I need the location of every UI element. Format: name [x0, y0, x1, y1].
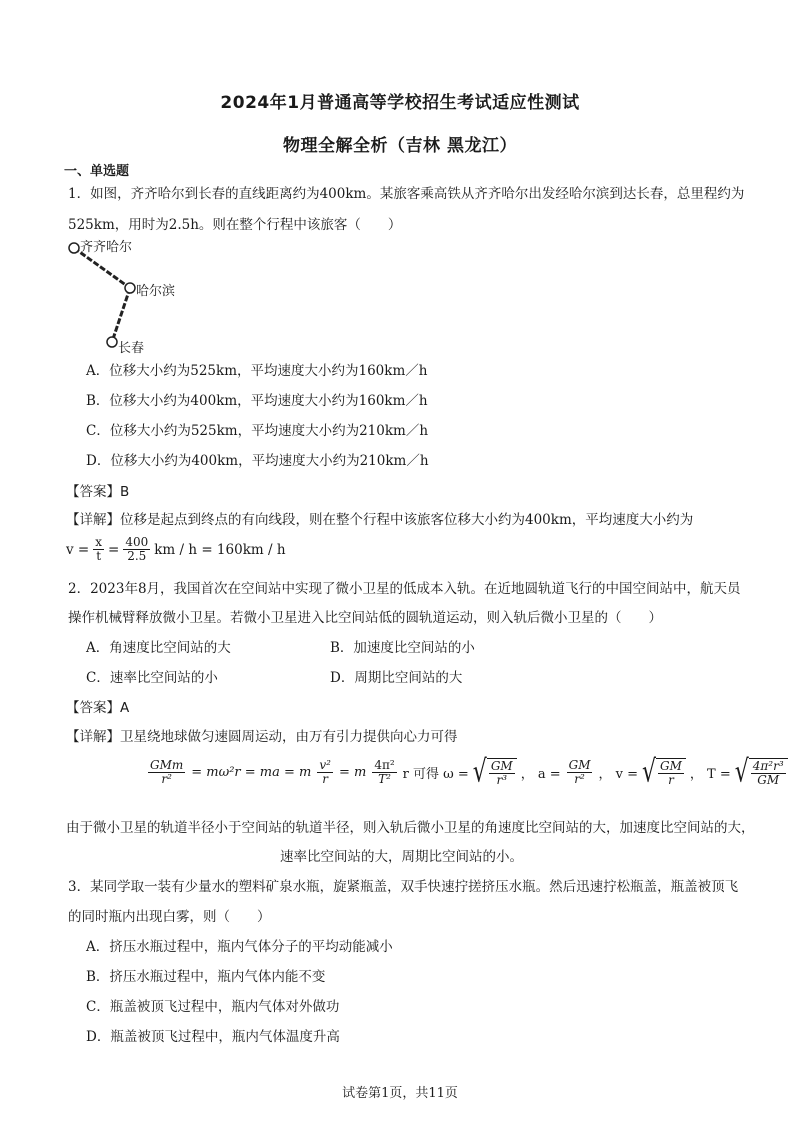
q2-sqrt-v [642, 754, 686, 790]
q2-frac-gm-r2-num: GM [568, 758, 591, 772]
q2-sqrt-omega [472, 754, 517, 790]
q1-formula-rhs: km / h = 160km / h [154, 541, 286, 558]
q3-stem-line1: 3．某同学取一装有少量水的塑料矿泉水瓶，旋紧瓶盖，双手快速拧搓挤压水瓶。然后迅速拧松瓶盖，瓶盖被顶飞 [68, 879, 739, 895]
q2-conclusion-line1: 由于微小卫星的轨道半径小于空间站的轨道半径，则入轨后微小卫星的角速度比空间站的大，加速度比空间站的大， [66, 820, 755, 836]
q1-formula-lhs: v = [66, 541, 90, 558]
q1-stem-line1: 1．如图，齐齐哈尔到长春的直线距离约为400km。某旅客乘高铁从齐齐哈尔出发经哈尔滨到达长春，总里程约为 [68, 186, 745, 202]
page-subtitle: 物理全解全析（吉林 黑龙江） [283, 136, 517, 156]
q2-frac-gm-r2 [567, 759, 593, 786]
q3-stem-line2: 的同时瓶内出现白雾，则（ ） [68, 909, 271, 925]
q2-frac-gm-r3-num: GM [490, 759, 513, 773]
q2-option-c: C．速率比空间站的小 [86, 670, 218, 686]
station-qiqihar [69, 243, 79, 253]
q2-frac-gm-r [658, 760, 684, 787]
q2-frac-gmm-den: r² [161, 772, 172, 787]
q2-formula-part-b: = mω²r = ma = m [191, 765, 312, 781]
q1-formula [66, 536, 286, 563]
radical-sign-icon: √ [472, 754, 487, 790]
q1-option-c: C．位移大小约为525km，平均速度大小约为210km／h [86, 423, 429, 439]
q2-frac-gm-r3 [489, 760, 515, 787]
q2-answer: 【答案】A [66, 700, 130, 716]
q1-option-d: D．位移大小约为400km，平均速度大小约为210km／h [86, 453, 429, 469]
q2-formula-part-h: ， a = [520, 767, 561, 783]
q2-frac-period-den: GM [757, 773, 780, 788]
q2-formula [146, 754, 788, 790]
page-title: 2024年1月普通高等学校招生考试适应性测试 [220, 93, 580, 113]
q2-frac-v2r-den: r [322, 772, 329, 787]
station-harbin [125, 283, 135, 293]
q2-formula-part-d: = m [338, 765, 367, 781]
q2-frac-gm-r-num: GM [660, 759, 682, 773]
q2-frac-4pi2-num: 4π² [374, 758, 395, 772]
q2-detail: 【详解】卫星绕地球做匀速圆周运动，由万有引力提供向心力可得 [66, 729, 458, 745]
q3-option-c: C．瓶盖被顶飞过程中，瓶内气体对外做功 [86, 999, 340, 1015]
q2-frac-gm-r3-den: r³ [496, 773, 508, 788]
q2-frac-v2r-num: v² [319, 758, 331, 772]
radical-sign-icon: √ [642, 754, 657, 790]
city-label-harbin: 哈尔滨 [136, 284, 176, 299]
q2-formula-part-j: ， v = [598, 767, 638, 783]
city-label-changchun: 长春 [118, 341, 145, 356]
q2-frac-period-num: 4π²r³ [752, 759, 784, 773]
q1-detail: 【详解】位移是起点到终点的有向线段，则在整个行程中该旅客位移大小约为400km，平均速度大小约为 [66, 512, 694, 528]
q1-stem-line2: 525km，用时为2.5h。则在整个行程中该旅客（ ） [68, 217, 402, 233]
q2-formula-part-f: r 可得 ω = [402, 767, 469, 783]
q1-option-b: B．位移大小约为400km，平均速度大小约为160km／h [86, 393, 428, 409]
q2-option-b: B．加速度比空间站的小 [330, 640, 475, 656]
q2-frac-period [751, 760, 786, 787]
q2-stem-line2: 操作机械臂释放微小卫星。若微小卫星进入比空间站低的圆轨道运动，则入轨后微小卫星的（ ） [68, 610, 662, 626]
q3-option-d: D．瓶盖被顶飞过程中，瓶内气体温度升高 [86, 1029, 340, 1045]
q2-option-d: D．周期比空间站的大 [330, 670, 463, 686]
q1-frac1-den: t [96, 549, 102, 564]
section-heading: 一、单选题 [64, 164, 130, 179]
q1-formula-eq: = [108, 541, 120, 558]
q1-fraction-400-2.5 [123, 536, 150, 563]
city-label-qiqihar: 齐齐哈尔 [80, 240, 133, 255]
q2-frac-gm-r-den: r [668, 773, 674, 788]
q1-fraction-x-t [93, 536, 104, 563]
q2-stem-line1: 2．2023年8月，我国首次在空间站中实现了微小卫星的低成本入轨。在近地圆轨道飞行的中国空间站中，航天员 [68, 581, 741, 597]
route-segment-2 [112, 288, 130, 342]
q2-frac-v2r [317, 759, 333, 786]
q1-frac2-den: 2.5 [127, 549, 147, 564]
q1-answer: 【答案】B [66, 484, 130, 500]
q3-option-a: A．挤压水瓶过程中，瓶内气体分子的平均动能减小 [86, 939, 393, 955]
q2-frac-gmm-num: GMm [150, 758, 184, 772]
q2-frac-gm-r2-den: r² [574, 772, 585, 787]
q1-frac2-num: 400 [125, 535, 149, 549]
q2-frac-gmm [148, 759, 185, 786]
q2-sqrt-t [734, 754, 788, 790]
q2-conclusion-line2: 速率比空间站的大，周期比空间站的小。 [280, 849, 523, 865]
q2-formula-part-l: ， T = [689, 767, 731, 783]
route-diagram [66, 234, 186, 358]
radical-sign-icon: √ [734, 754, 749, 790]
q2-frac-4pi2 [372, 759, 396, 786]
q1-option-a: A．位移大小约为525km，平均速度大小约为160km／h [86, 363, 428, 379]
q2-frac-4pi2-den: T² [378, 772, 391, 787]
q3-option-b: B．挤压水瓶过程中，瓶内气体内能不变 [86, 969, 326, 985]
q1-frac1-num: x [95, 535, 103, 549]
q2-option-a: A．角速度比空间站的大 [86, 640, 231, 656]
page-footer: 试卷第1页，共11页 [342, 1086, 458, 1101]
station-changchun [107, 337, 117, 347]
